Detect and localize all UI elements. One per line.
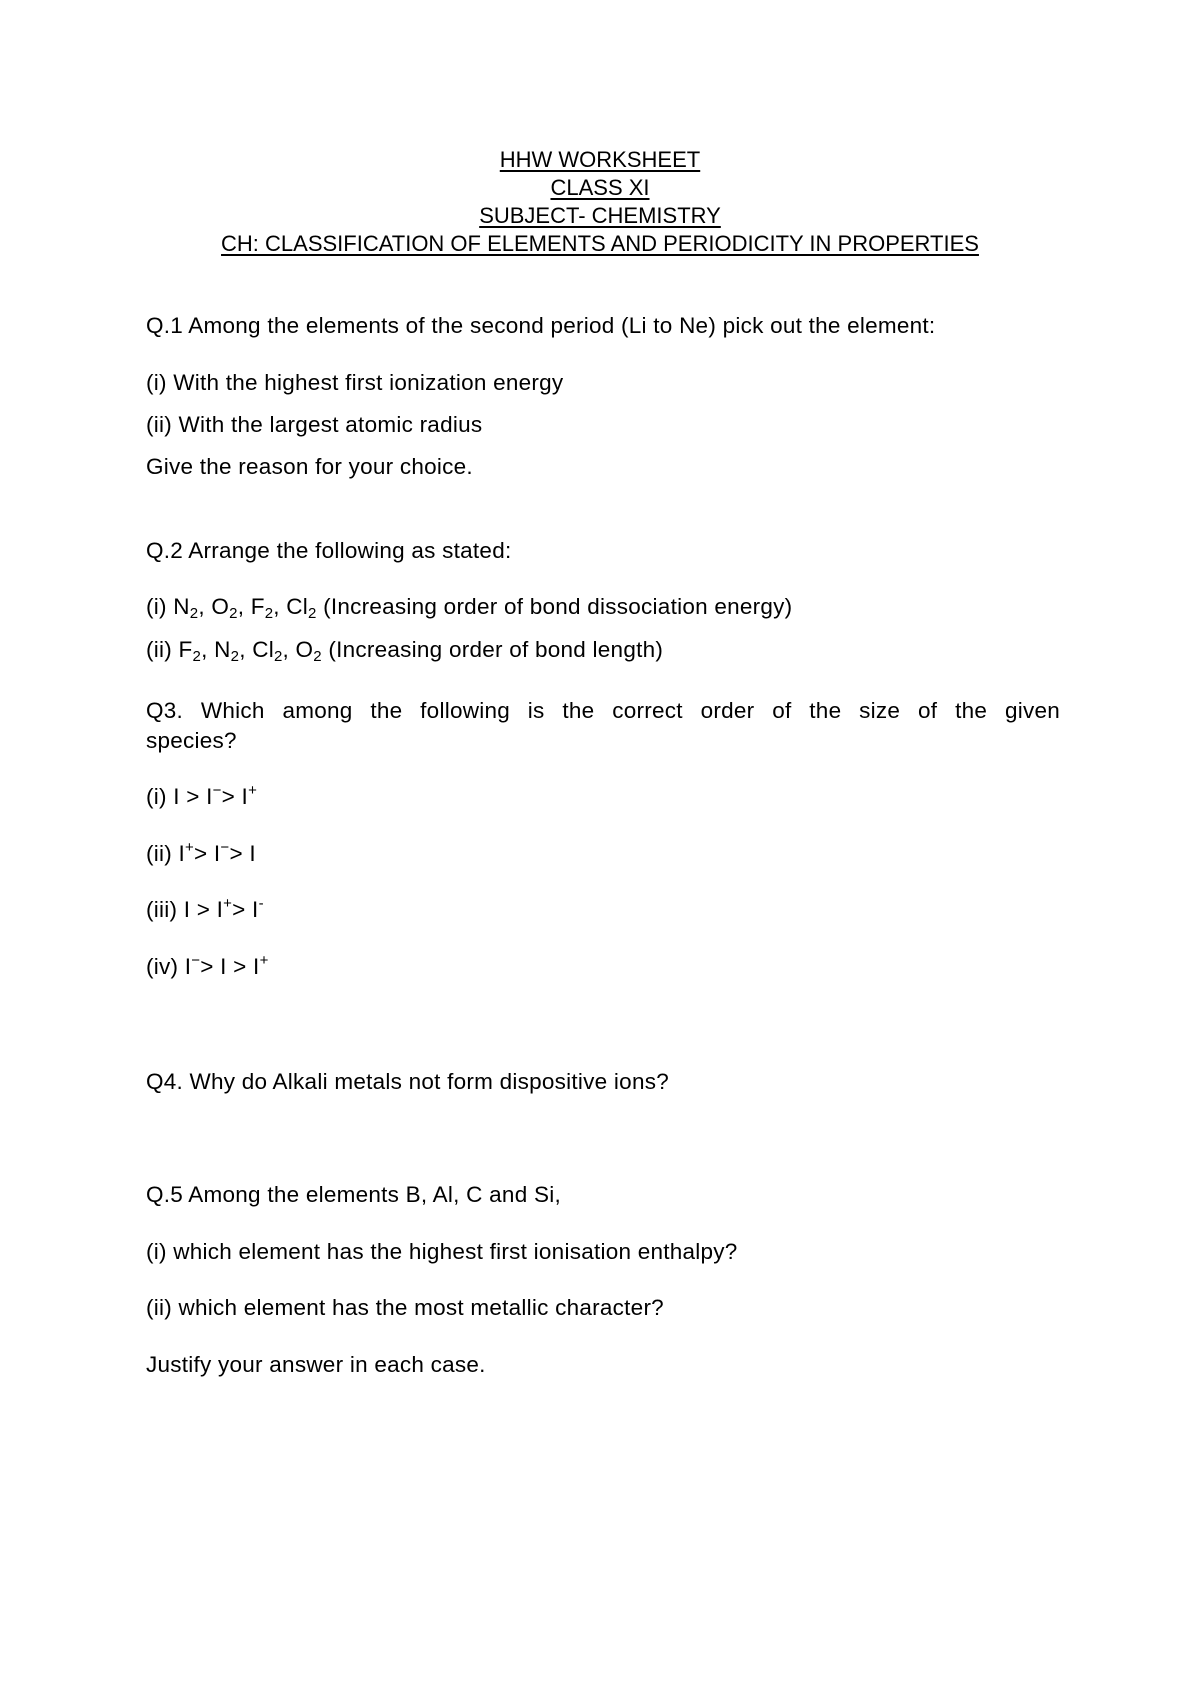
- question-3-option-2: (ii) I+> I−> I: [146, 839, 256, 866]
- question-2-option-2: (ii) $F_2$, $N_2$, $Cl_2$, $O_2$ (Increasing order of bond length): [146, 637, 664, 665]
- worksheet-title: HHW WORKSHEET: [499, 147, 701, 172]
- question-1-option-2: (ii) With the largest atomic radius: [146, 412, 483, 437]
- class-heading: CLASS XI: [550, 175, 650, 200]
- subject-heading: SUBJECT- CHEMISTRY: [479, 203, 721, 228]
- question-5-option-2: (ii) which element has the most metallic character?: [146, 1295, 664, 1320]
- question-5-stem: Q.5 Among the elements B, Al, C and Si,: [146, 1182, 561, 1207]
- question-5-justify-prompt: Justify your answer in each case.: [146, 1352, 486, 1377]
- question-2-stem: Q.2 Arrange the following as stated:: [146, 538, 512, 563]
- question-2-option-1: (i) $N_2$, $O_2$, $F_2$, $Cl_2$ (Increasing order of bond dissociation energy): [146, 594, 793, 622]
- question-3-option-3: (iii) I > I+> I-: [146, 895, 264, 922]
- question-3-stem-line-2: species?: [146, 728, 237, 753]
- question-3-option-1: (i) I > I−> I+: [146, 782, 258, 809]
- question-3-stem-line-1: Q3. Which among the following is the correct order of the size of the given: [146, 698, 1060, 723]
- question-1-stem: Q.1 Among the elements of the second period (Li to Ne) pick out the element:: [146, 313, 936, 338]
- question-3-option-4: (iv) I−> I > I+: [146, 952, 269, 979]
- chapter-heading: CH: CLASSIFICATION OF ELEMENTS AND PERIODICITY IN PROPERTIES: [221, 231, 979, 256]
- question-1-reason-prompt: Give the reason for your choice.: [146, 454, 473, 479]
- question-1-option-1: (i) With the highest first ionization energy: [146, 370, 564, 395]
- question-5-option-1: (i) which element has the highest first ionisation enthalpy?: [146, 1239, 738, 1264]
- question-4-stem: Q4. Why do Alkali metals not form dispositive ions?: [146, 1069, 669, 1094]
